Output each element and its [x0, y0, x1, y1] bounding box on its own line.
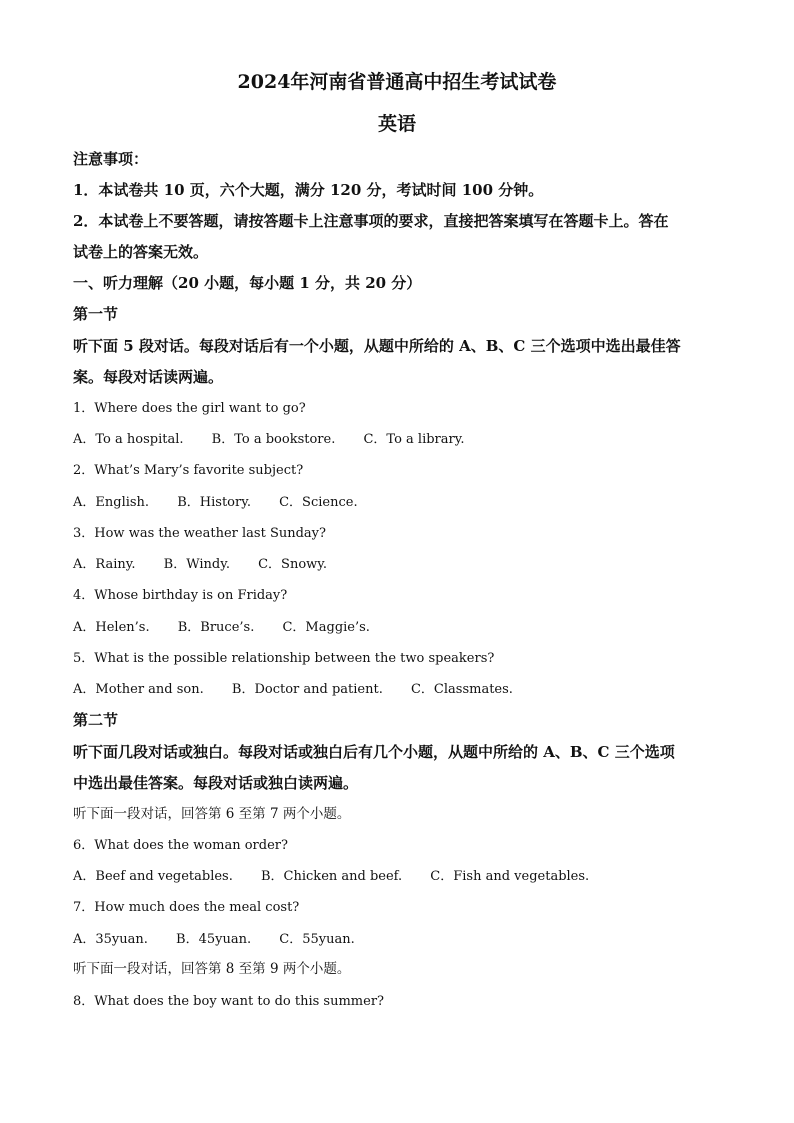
question-3-options: [73, 558, 351, 571]
question-6: 6．What does the woman order?: [73, 838, 288, 853]
question-8: 8．What does the boy want to do this summer?: [73, 994, 385, 1009]
option-b: B．45yuan.: [176, 932, 252, 947]
option-a: A．Beef and vegetables.: [73, 869, 233, 884]
option-a: A．35yuan.: [73, 932, 148, 947]
part-1-instructions: 听下面 5 段对话。每段对话后有一个小题，从题中所给的 A、B、C 三个选项中选出最佳答: [73, 337, 681, 355]
question-2: 2．What’s Mary’s favorite subject?: [73, 463, 304, 478]
question-4-options: [73, 621, 394, 634]
option-b: B．Bruce’s.: [177, 620, 255, 635]
question-7-options: [73, 933, 379, 946]
option-a: A．Mother and son.: [73, 682, 204, 697]
option-a: A．Helen’s.: [73, 620, 150, 635]
dialog-instruction-2: 听下面一段对话，回答第 8 至第 9 两个小题。: [73, 961, 351, 977]
question-4: 4．Whose birthday is on Friday?: [73, 588, 288, 603]
option-c: C．Maggie’s.: [282, 620, 370, 635]
part-heading-2: 第二节: [73, 711, 119, 729]
part-2-instructions-cont: 中选出最佳答案。每段对话或独白读两遍。: [73, 774, 359, 792]
option-c: C．To a library.: [363, 432, 465, 447]
option-b: B．Doctor and patient.: [231, 682, 383, 697]
question-5: 5．What is the possible relationship between the two speakers?: [73, 651, 495, 666]
notice-item-2-cont: 试卷上的答案无效。: [73, 243, 209, 261]
option-a: A．To a hospital.: [73, 432, 184, 447]
section-heading-listening: 一、听力理解（20 小题，每小题 1 分，共 20 分）: [73, 274, 422, 292]
question-3: 3．How was the weather last Sunday?: [73, 526, 326, 541]
page-subtitle: 英语: [377, 113, 416, 135]
question-5-options: [73, 683, 537, 696]
option-b: B．History.: [177, 495, 251, 510]
part-heading-1: 第一节: [73, 305, 119, 323]
option-a: A．Rainy.: [73, 557, 136, 572]
notice-item-1: 1．本试卷共 10 页，六个大题，满分 120 分，考试时间 100 分钟。: [73, 181, 544, 199]
option-c: C．Classmates.: [410, 682, 513, 697]
option-c: C．55yuan.: [279, 932, 355, 947]
option-b: B．To a bookstore.: [211, 432, 336, 447]
page-title: 2024年河南省普通高中招生考试试卷: [237, 71, 557, 93]
option-c: C．Snowy.: [258, 557, 328, 572]
option-a: A．English.: [73, 495, 150, 510]
question-6-options: [73, 870, 613, 883]
dialog-instruction-1: 听下面一段对话，回答第 6 至第 7 两个小题。: [73, 806, 351, 822]
part-2-instructions: 听下面几段对话或独白。每段对话或独白后有几个小题，从题中所给的 A、B、C 三个选项: [73, 743, 675, 761]
option-c: C．Science.: [279, 495, 358, 510]
option-c: C．Fish and vegetables.: [430, 869, 590, 884]
option-b: B．Windy.: [163, 557, 230, 572]
part-1-instructions-cont: 案。每段对话读两遍。: [73, 368, 224, 386]
notice-item-2: 2．本试卷上不要答题，请按答题卡上注意事项的要求，直接把答案填写在答题卡上。答在: [73, 212, 669, 230]
question-2-options: [73, 496, 382, 509]
question-7: 7．How much does the meal cost?: [73, 900, 300, 915]
notice-heading: 注意事项：: [73, 150, 149, 168]
question-1: 1．Where does the girl want to go?: [73, 401, 306, 416]
option-b: B．Chicken and beef.: [261, 869, 403, 884]
question-1-options: [73, 433, 489, 446]
